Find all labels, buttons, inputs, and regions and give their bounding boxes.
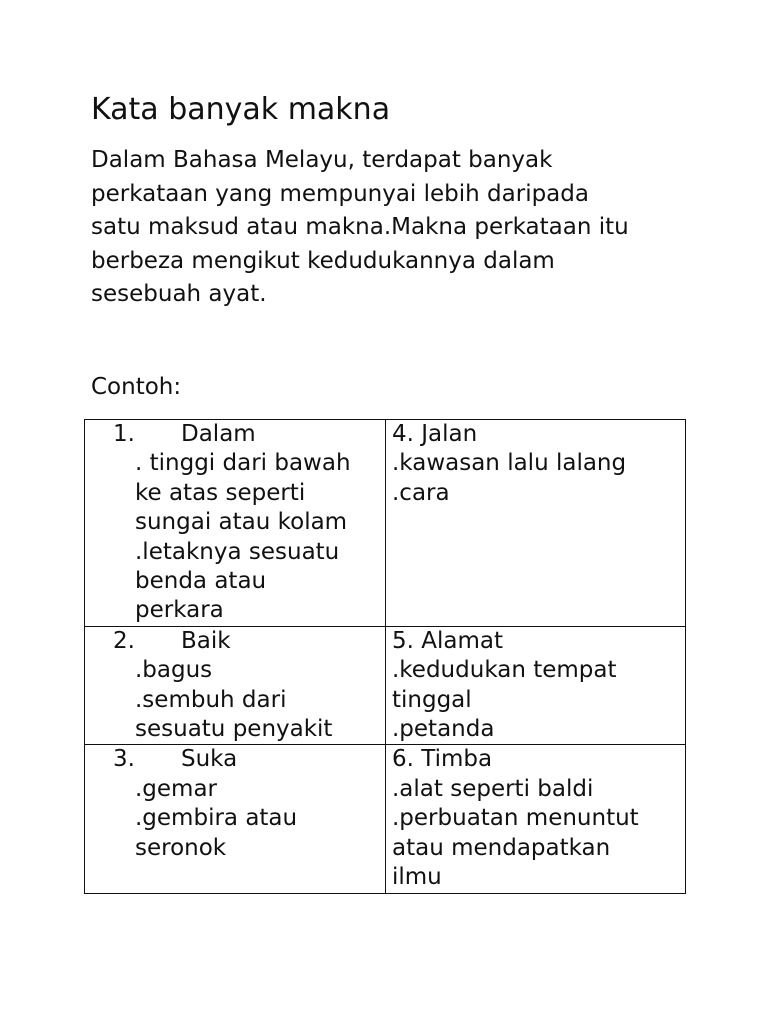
word-label: Dalam [181,421,256,447]
table-cell-word-2 [85,626,386,745]
examples-label: Contoh: [91,374,182,400]
page-title: Kata banyak makna [91,92,391,127]
examples-table [84,419,686,894]
word-heading [85,745,385,774]
meaning-line: ilmu [392,864,442,891]
meaning-list [386,775,685,893]
table-row [85,626,686,745]
item-number: 3. [113,746,135,773]
meaning-line: .sembuh dari [135,686,287,713]
meaning-line: sesuatu penyakit [135,716,333,743]
table-cell-word-4 [386,420,686,627]
word-heading [85,627,385,656]
intro-line: sesebuah ayat. [91,281,267,307]
table-cell-word-6 [386,745,686,893]
meaning-line: seronok [135,834,227,861]
meaning-list [85,656,385,744]
meaning-line: .bagus [135,657,213,684]
meaning-line: benda atau [135,568,267,595]
intro-paragraph [91,144,691,312]
meaning-line: .alat seperti baldi [392,775,594,802]
intro-line: satu maksud atau makna.Makna perkataan itu [91,214,629,240]
intro-line: berbeza mengikut kedudukannya dalam [91,247,555,274]
meaning-line: sungai atau kolam [135,509,348,536]
word-heading [85,420,385,449]
meaning-line: ke atas seperti [135,479,306,506]
word-label: Suka [181,746,238,773]
meaning-line: .perbuatan menuntut [392,805,639,832]
word-label: Baik [181,627,231,654]
intro-line: Dalam Bahasa Melayu, terdapat banyak [91,147,553,173]
meaning-list [386,656,685,744]
item-number: 2. [113,627,135,654]
word-heading: 6. Timba [392,746,493,773]
meaning-line: . tinggi dari bawah [135,450,351,477]
table-cell-word-1 [85,420,386,627]
meaning-line: .gemar [135,775,218,802]
table-cell-word-5 [386,626,686,745]
meaning-list [85,449,385,625]
intro-line: perkataan yang mempunyai lebih daripada [91,180,589,207]
meaning-list [85,775,385,863]
table-cell-word-3 [85,745,386,893]
meaning-line: .letaknya sesuatu [135,538,340,565]
meaning-list [386,449,685,508]
table-row [85,420,686,627]
meaning-line: .kedudukan tempat [392,657,617,684]
meaning-line: .petanda [392,716,495,743]
meaning-line: tinggal [392,686,472,713]
meaning-line: atau mendapatkan [392,834,611,861]
meaning-line: .kawasan lalu lalang [392,450,627,477]
word-heading: 5. Alamat [392,627,503,654]
word-heading: 4. Jalan [392,421,478,447]
meaning-line: perkara [135,597,224,624]
item-number: 1. [113,421,135,447]
table-row [85,745,686,893]
meaning-line: .cara [392,479,450,506]
meaning-line: .gembira atau [135,805,298,832]
